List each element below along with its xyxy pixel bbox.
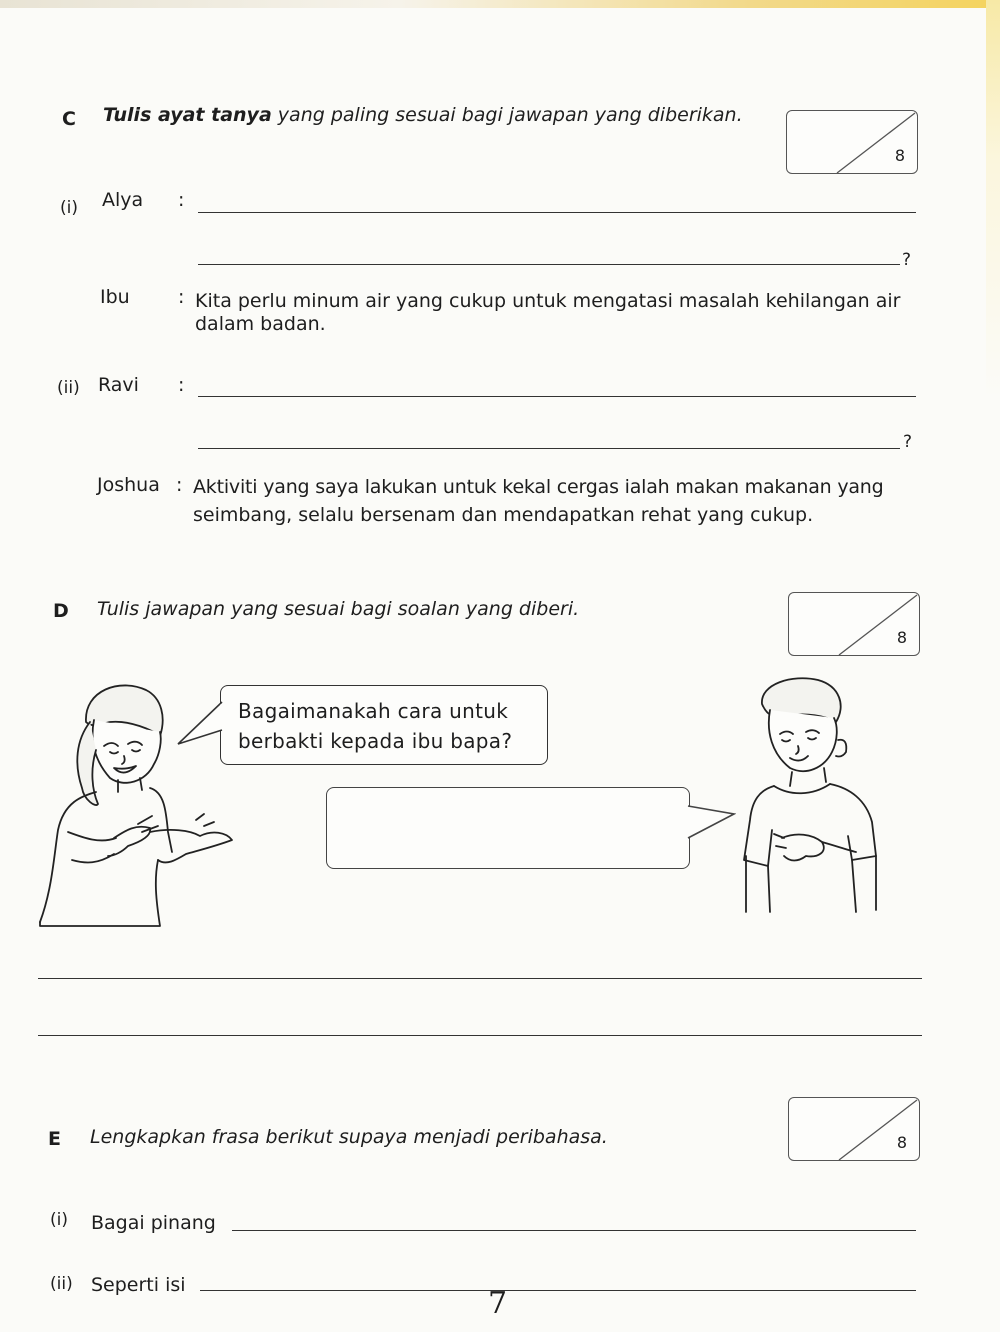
section-d-instruction: Tulis jawapan yang sesuai bagi soalan yang diberi. xyxy=(97,598,580,620)
section-d-letter: D xyxy=(53,600,69,622)
section-e-instruction: Lengkapkan frasa berikut supaya menjadi peribahasa. xyxy=(90,1126,608,1148)
c-q2-colon1: : xyxy=(178,374,185,396)
section-c-instruction xyxy=(103,104,743,126)
boy-figure xyxy=(744,678,876,912)
c-q2-answer-line-1[interactable] xyxy=(198,396,916,397)
boy-answer-bubble[interactable] xyxy=(326,787,690,869)
c-q1-answer-line1: Kita perlu minum air yang cukup untuk mengatasi masalah kehilangan air xyxy=(195,290,901,312)
c-q1-colon2: : xyxy=(178,286,185,308)
d-answer-line-1[interactable] xyxy=(38,978,922,979)
c-q2-number: (ii) xyxy=(57,378,80,398)
c-q1-answer-line-2[interactable] xyxy=(198,264,900,265)
c-q2-answer-line1: Aktiviti yang saya lakukan untuk kekal cergas ialah makan makanan yang xyxy=(193,476,884,498)
c-q2-speaker2: Joshua xyxy=(97,474,160,496)
c-q2-question-mark: ? xyxy=(903,432,913,452)
section-c-instruction-rest: yang paling sesuai bagi jawapan yang diberikan. xyxy=(271,104,743,126)
c-q1-question-mark: ? xyxy=(902,250,912,270)
section-d-score-box[interactable] xyxy=(788,592,920,656)
section-c-score-box[interactable] xyxy=(786,110,918,174)
c-q1-number: (i) xyxy=(60,198,78,218)
c-q1-colon1: : xyxy=(178,189,185,211)
c-q2-colon2: : xyxy=(176,474,183,496)
c-q1-speaker2: Ibu xyxy=(100,286,130,308)
e-q1-answer-line[interactable] xyxy=(232,1230,916,1231)
section-d-score-max: 8 xyxy=(896,628,907,647)
section-e-letter: E xyxy=(48,1128,61,1150)
e-q1-number: (i) xyxy=(50,1210,68,1230)
section-c-instruction-bold: Tulis ayat tanya xyxy=(103,104,272,126)
d-answer-line-2[interactable] xyxy=(38,1035,922,1036)
girl-bubble-text xyxy=(238,696,512,756)
page-top-edge xyxy=(0,0,1000,8)
c-q1-answer-line2: dalam badan. xyxy=(195,313,326,335)
section-e-score-box[interactable] xyxy=(788,1097,920,1161)
e-q1-phrase: Bagai pinang xyxy=(91,1212,216,1234)
c-q1-answer-line-1[interactable] xyxy=(198,212,916,213)
c-q1-speaker1: Alya xyxy=(102,189,144,211)
section-c-letter: C xyxy=(62,108,76,130)
c-q2-answer-line-2[interactable] xyxy=(198,448,900,449)
e-q2-answer-line[interactable] xyxy=(200,1290,916,1291)
girl-bubble-tail xyxy=(176,700,224,746)
boy-bubble-tail xyxy=(686,802,736,842)
e-q2-phrase: Seperti isi xyxy=(91,1274,186,1296)
c-q2-speaker1: Ravi xyxy=(98,374,139,396)
page-number: 7 xyxy=(488,1286,508,1321)
section-e-score-max: 8 xyxy=(896,1133,907,1152)
girl-bubble-line1: Bagaimanakah cara untuk xyxy=(238,699,509,723)
girl-bubble-line2: berbakti kepada ibu bapa? xyxy=(238,729,513,753)
section-c-score-max: 8 xyxy=(894,146,905,165)
e-q2-number: (ii) xyxy=(50,1274,73,1294)
c-q2-answer-line2: seimbang, selalu bersenam dan mendapatkan rehat yang cukup. xyxy=(193,504,814,526)
